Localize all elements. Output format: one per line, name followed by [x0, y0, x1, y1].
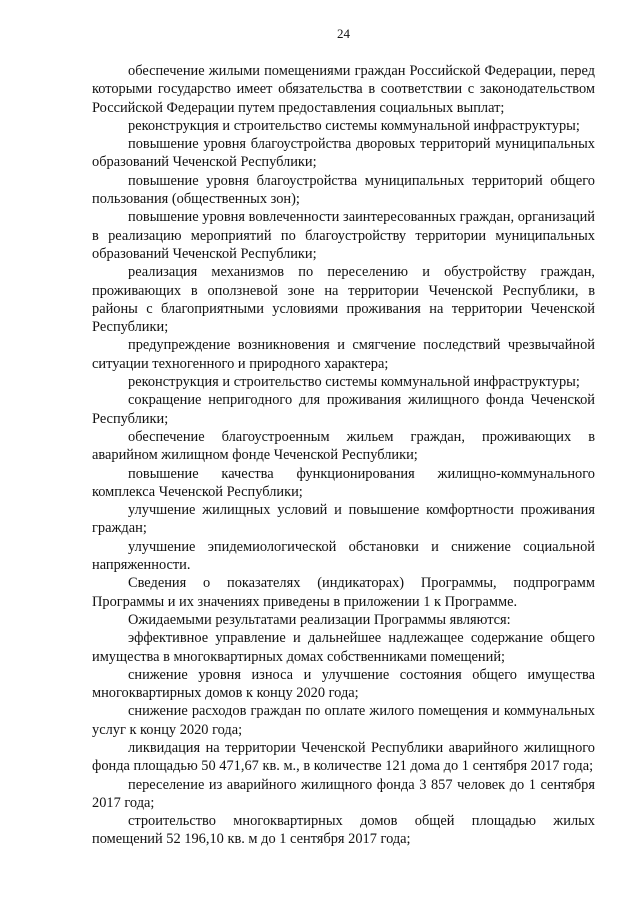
paragraph: обеспечение жилыми помещениями граждан Российской Федерации, перед которыми государство имеет обязательства в соответствии с законодательством Российской Федерации путем предоставления социальных выплат;	[92, 63, 595, 116]
page-number: 24	[337, 26, 350, 41]
paragraph: снижение уровня износа и улучшение состояния общего имущества многоквартирных домов к концу 2020 года;	[92, 666, 595, 702]
paragraph: повышение уровня благоустройства дворовых территорий муниципальных образований Чеченской Республики;	[92, 136, 595, 171]
paragraph: ликвидация на территории Чеченской Республики аварийного жилищного фонда площадью 50 471,67 кв. м., в количестве 121 дома до 1 сентября 2017 года;	[92, 739, 595, 775]
paragraph: снижение расходов граждан по оплате жилого помещения и коммунальных услуг к концу 2020 года;	[92, 703, 595, 738]
document-body	[92, 62, 595, 849]
paragraph: предупреждение возникновения и смягчение последствий чрезвычайной ситуации техногенного и природного характера;	[92, 337, 595, 372]
paragraph: повышение уровня благоустройства муниципальных территорий общего пользования (общественных зон);	[92, 172, 595, 208]
paragraph: повышение уровня вовлеченности заинтересованных граждан, организаций в реализацию мероприятий по благоустройству территории муниципальных образований Чеченской Республики;	[92, 209, 595, 262]
paragraph: переселение из аварийного жилищного фонда 3 857 человек до 1 сентября 2017 года;	[92, 776, 595, 811]
paragraph: повышение качества функционирования жилищно-коммунального комплекса Чеченской Республики;	[92, 465, 595, 500]
paragraph: эффективное управление и дальнейшее надлежащее содержание общего имущества в многоквартирных домах собственниками помещений;	[92, 630, 595, 665]
paragraph: улучшение эпидемиологической обстановки и снижение социальной напряженности.	[92, 538, 595, 574]
paragraph: реализация механизмов по переселению и обустройству граждан, проживающих в оползневой зоне на территории Чеченской Республики, в районы с благоприятными условиями проживания на территории Чеченской Республики;	[92, 264, 595, 336]
paragraph: обеспечение благоустроенным жильем граждан, проживающих в аварийном жилищном фонде Чеченской Республики;	[92, 428, 595, 464]
paragraph: улучшение жилищных условий и повышение комфортности проживания граждан;	[92, 502, 595, 537]
paragraph: сокращение непригодного для проживания жилищного фонда Чеченской Республики;	[92, 392, 595, 427]
paragraph: реконструкция и строительство системы коммунальной инфраструктуры;	[128, 374, 580, 391]
paragraph: Ожидаемыми результатами реализации Программы являются:	[128, 611, 511, 628]
paragraph: реконструкция и строительство системы коммунальной инфраструктуры;	[128, 117, 580, 134]
paragraph: строительство многоквартирных домов общей площадью жилых помещений 52 196,10 кв. м до 1 сентября 2017 года;	[92, 813, 595, 848]
paragraph: Сведения о показателях (индикаторах) Программы, подпрограмм Программы и их значениях приведены в приложении 1 к Программе.	[92, 575, 595, 610]
